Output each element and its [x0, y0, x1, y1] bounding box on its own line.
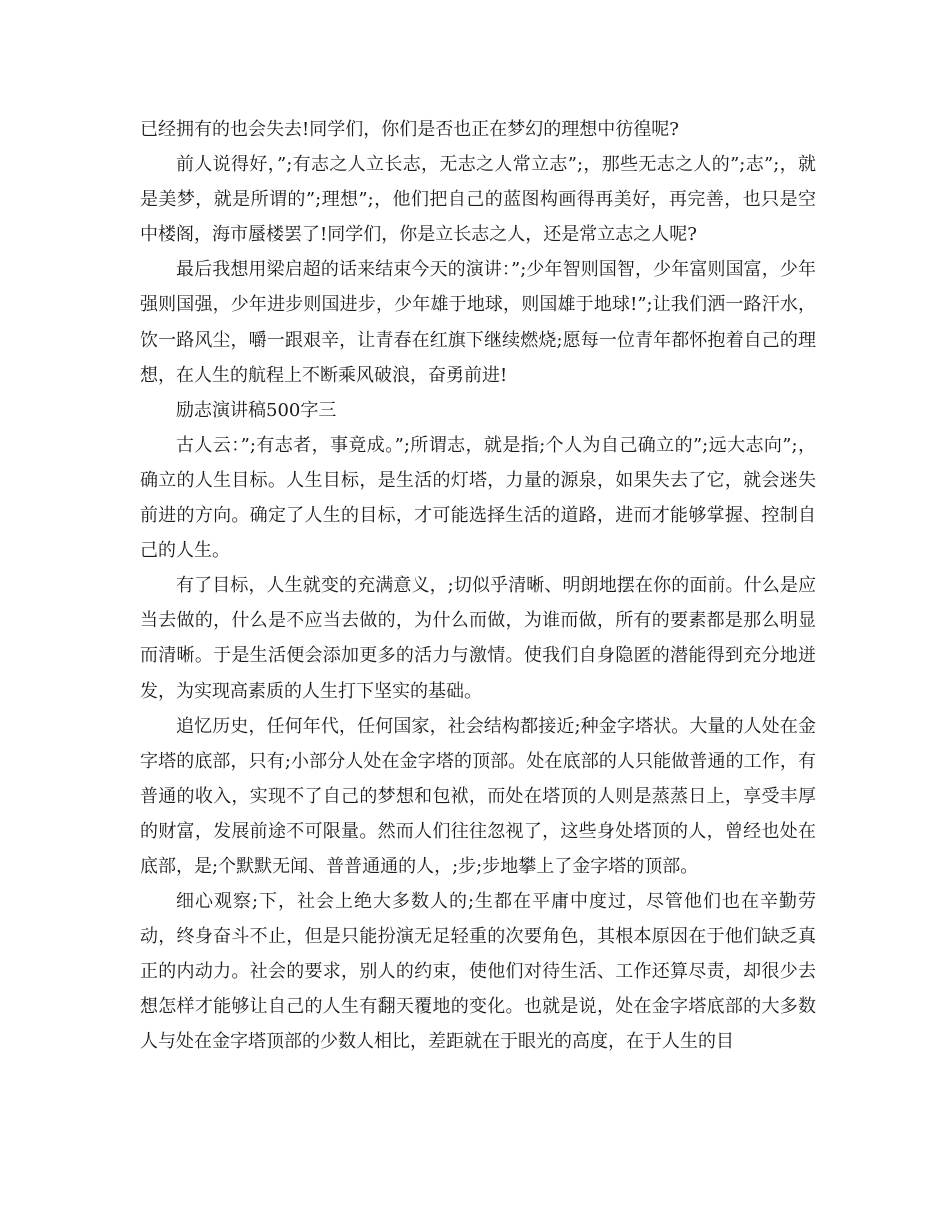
document-body [140, 112, 816, 1060]
paragraph-5: 有了目标，人生就变的充满意义，;切似乎清晰、明朗地摆在你的面前。什么是应当去做的，什么是不应当去做的，为什么而做，为谁而做，所有的要素都是那么明显而清晰。于是生活便会添加更多的活力与激情。使我们自身隐匿的潜能得到充分地迸发，为实现高素质的人生打下坚实的基础。 [140, 575, 816, 702]
section-heading: 励志演讲稿500字三 [176, 399, 337, 421]
paragraph-7: 细心观察;下，社会上绝大多数人的;生都在平庸中度过，尽管他们也在辛勤劳动，终身奋斗不止，但是只能扮演无足轻重的次要角色，其根本原因在于他们缺乏真正的内动力。社会的要求，别人的约束，使他们对待生活、工作还算尽责，却很少去想怎样才能够让自己的人生有翻天覆地的变化。也就是说，处在金字塔底部的大多数人与处在金字塔顶部的少数人相比，差距就在于眼光的高度，在于人生的目 [140, 891, 816, 1053]
paragraph-4: 古人云：”;有志者，事竟成。”;所谓志，就是指;个人为自己确立的”;远大志向”;，确立的人生目标。人生目标，是生活的灯塔，力量的源泉，如果失去了它，就会迷失前进的方向。确定了人生的目标，才可能选择生活的道路，进而才能够掌握、控制自己的人生。 [140, 434, 816, 562]
paragraph-1: 已经拥有的也会失去!同学们，你们是否也正在梦幻的理想中彷徨呢? [140, 119, 679, 140]
paragraph-6: 追忆历史，任何年代，任何国家，社会结构都接近;种金字塔状。大量的人处在金字塔的底部，只有;小部分人处在金字塔的顶部。处在底部的人只能做普通的工作，有普通的收入，实现不了自己的梦想和包袱，而处在塔顶的人则是蒸蒸日上，享受丰厚的财富，发展前途不可限量。然而人们往往忽视了，这些身处塔顶的人，曾经也处在底部，是;个默默无闻、普普通通的人，;步;步地攀上了金字塔的顶部。 [140, 715, 816, 877]
paragraph-2: 前人说得好，”;有志之人立长志，无志之人常立志”;，那些无志之人的”;志”;，就是美梦，就是所谓的”;理想”;，他们把自己的蓝图构画得再美好，再完善，也只是空中楼阁，海市蜃楼罢了!同学们，你是立长志之人，还是常立志之人呢? [140, 154, 816, 246]
paragraph-3: 最后我想用梁启超的话来结束今天的演讲：”;少年智则国智，少年富则国富，少年强则国强，少年进步则国进步，少年雄于地球，则国雄于地球!”;让我们洒一路汗水，饮一路风尘，嚼一跟艰辛，让青春在红旗下继续燃烧;愿每一位青年都怀抱着自己的理想，在人生的航程上不断乘风破浪，奋勇前进! [140, 259, 816, 386]
